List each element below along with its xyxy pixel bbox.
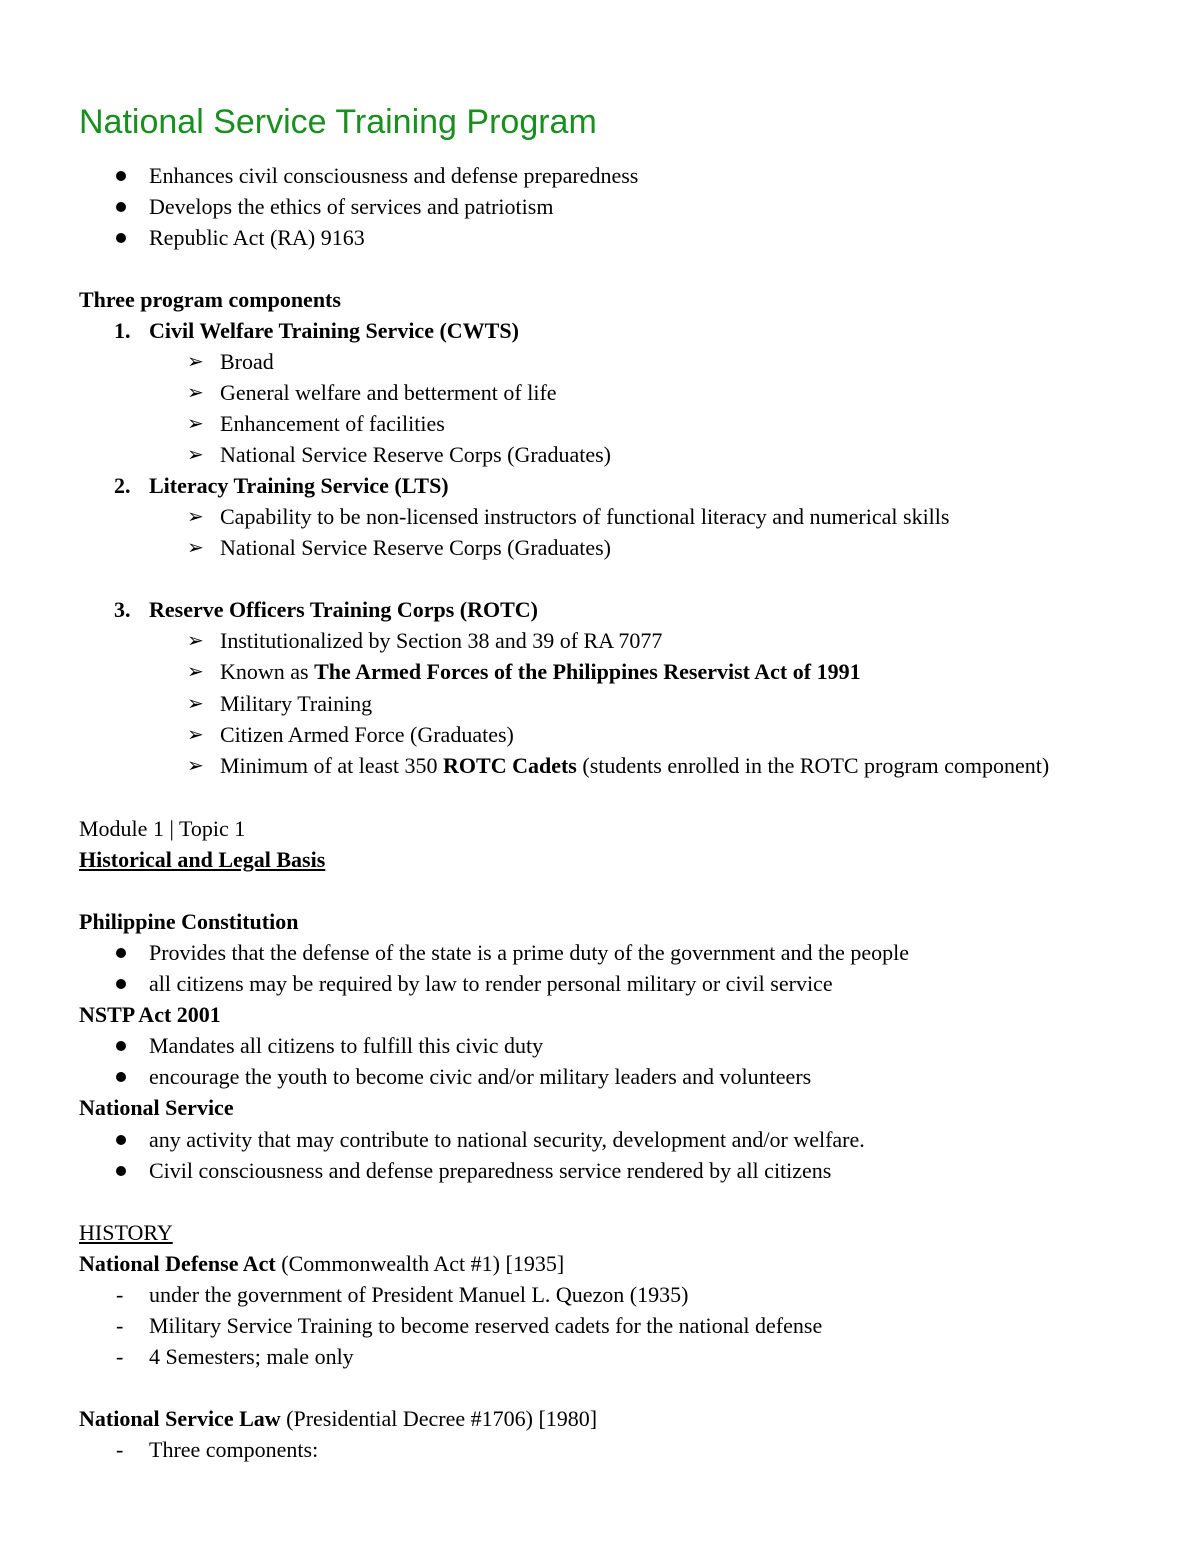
arrow-bullet-icon: ➢ — [187, 444, 204, 466]
component-item — [220, 659, 861, 685]
act-name: The Armed Forces of the Philippines Reservist Act of 1991 — [314, 659, 861, 684]
arrow-bullet-icon: ➢ — [187, 630, 204, 652]
list-number: 3. — [114, 597, 131, 622]
arrow-bullet-icon: ➢ — [187, 413, 204, 435]
dash-bullet-icon: - — [116, 1313, 124, 1338]
item-prefix: Minimum of at least 350 — [220, 753, 444, 778]
arrow-bullet-icon: ➢ — [187, 506, 204, 528]
intro-bullet: Enhances civil consciousness and defense preparedness — [149, 163, 639, 188]
bullet-icon — [116, 171, 126, 181]
component-item: Enhancement of facilities — [220, 411, 445, 436]
act-title: National Service Law — [79, 1406, 281, 1431]
component-item: Capability to be non-licensed instructors of functional literacy and numerical skills — [220, 504, 950, 529]
history-item: Military Service Training to become reserved cadets for the national defense — [149, 1313, 823, 1338]
bullet-icon — [116, 979, 126, 989]
component-name: Literacy Training Service (LTS) — [149, 473, 449, 498]
component-item: Military Training — [220, 691, 373, 716]
constitution-bullet: all citizens may be required by law to render personal military or civil service — [149, 971, 833, 996]
act-title: National Defense Act — [79, 1251, 276, 1276]
component-item: Institutionalized by Section 38 and 39 of RA 7077 — [220, 628, 663, 653]
component-name: Civil Welfare Training Service (CWTS) — [149, 318, 519, 343]
service-heading: National Service — [79, 1095, 234, 1120]
bullet-icon — [116, 233, 126, 243]
service-bullet: any activity that may contribute to national security, development and/or welfare. — [149, 1127, 865, 1152]
component-name: Reserve Officers Training Corps (ROTC) — [149, 597, 539, 622]
arrow-bullet-icon: ➢ — [187, 382, 204, 404]
page-title: National Service Training Program — [79, 103, 597, 141]
module-label: Module 1 | Topic 1 — [79, 816, 246, 841]
dash-bullet-icon: - — [116, 1282, 124, 1307]
service-bullet: Civil consciousness and defense preparedness service rendered by all citizens — [149, 1158, 832, 1183]
history-heading: HISTORY — [79, 1220, 173, 1245]
components-heading: Three program components — [79, 287, 341, 312]
bullet-icon — [116, 1135, 126, 1145]
component-item: General welfare and betterment of life — [220, 380, 557, 405]
bullet-icon — [116, 948, 126, 958]
item-suffix: (students enrolled in the ROTC program component) — [576, 753, 1050, 778]
bullet-icon — [116, 1041, 126, 1051]
component-item: National Service Reserve Corps (Graduates) — [220, 442, 611, 467]
component-item: Broad — [220, 349, 274, 374]
bullet-icon — [116, 1166, 126, 1176]
nstp-heading: NSTP Act 2001 — [79, 1002, 221, 1027]
intro-bullet: Republic Act (RA) 9163 — [149, 225, 365, 250]
bullet-icon — [116, 1072, 126, 1082]
arrow-bullet-icon: ➢ — [187, 724, 204, 746]
history-item: under the government of President Manuel L. Quezon (1935) — [149, 1282, 689, 1307]
nstp-bullet: Mandates all citizens to fulfill this civic duty — [149, 1033, 544, 1058]
nstp-bullet: encourage the youth to become civic and/or military leaders and volunteers — [149, 1064, 812, 1089]
dash-bullet-icon: - — [116, 1344, 124, 1369]
item-prefix: Known as — [220, 659, 315, 684]
act-detail: (Presidential Decree #1706) [1980] — [280, 1406, 598, 1431]
arrow-bullet-icon: ➢ — [187, 661, 204, 683]
component-item: National Service Reserve Corps (Graduates) — [220, 535, 611, 560]
arrow-bullet-icon: ➢ — [187, 755, 204, 777]
history-item: Three components: — [149, 1437, 319, 1462]
arrow-bullet-icon: ➢ — [187, 351, 204, 373]
act-detail: (Commonwealth Act #1) [1935] — [275, 1251, 565, 1276]
nsl-heading — [79, 1406, 597, 1432]
list-number: 1. — [114, 318, 131, 343]
history-item: 4 Semesters; male only — [149, 1344, 354, 1369]
bullet-icon — [116, 202, 126, 212]
constitution-bullet: Provides that the defense of the state is a prime duty of the government and the people — [149, 940, 909, 965]
intro-bullet: Develops the ethics of services and patriotism — [149, 194, 554, 219]
component-item — [220, 753, 1049, 779]
cadets-term: ROTC Cadets — [443, 753, 577, 778]
constitution-heading: Philippine Constitution — [79, 909, 299, 934]
list-number: 2. — [114, 473, 131, 498]
arrow-bullet-icon: ➢ — [187, 693, 204, 715]
nda-heading — [79, 1251, 564, 1277]
section-heading: Historical and Legal Basis — [79, 847, 326, 872]
component-item: Citizen Armed Force (Graduates) — [220, 722, 514, 747]
arrow-bullet-icon: ➢ — [187, 537, 204, 559]
dash-bullet-icon: - — [116, 1437, 124, 1462]
